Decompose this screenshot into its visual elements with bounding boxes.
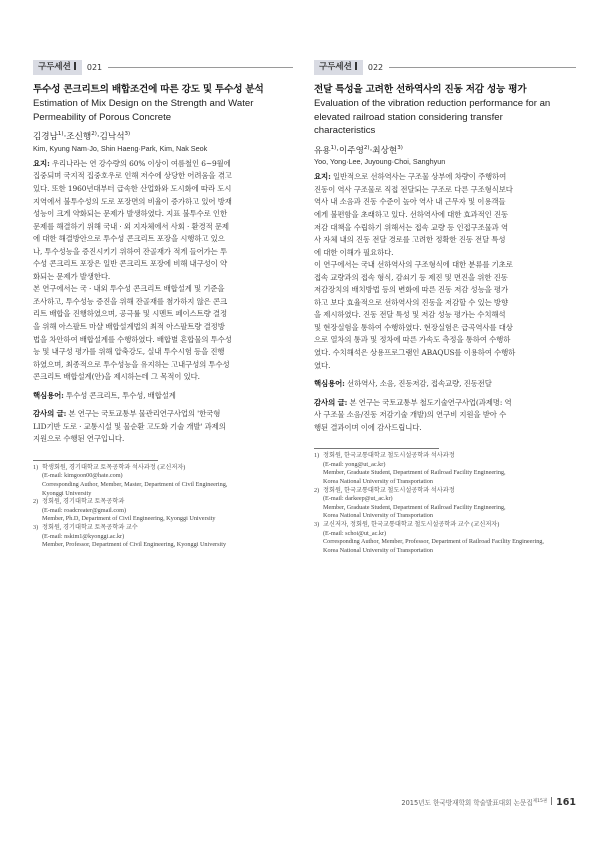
abstract-line: 진동이 역사 구조물로 직접 전달되는 구조로 다른 구조형식보다 (314, 184, 513, 194)
abstract-line: 였다. (314, 360, 331, 370)
right-article (314, 60, 576, 555)
author-name: ·최상현 (369, 145, 398, 156)
author-mark: 2) (363, 144, 370, 151)
ack-label: 감사의 글: (33, 409, 67, 419)
authors-korean (33, 128, 293, 143)
acknowledgement (314, 397, 576, 435)
ack-line (33, 408, 293, 421)
footnote-text: 학생회원, 경기대학교 토목공학과 석사과정 (교신저자) (42, 463, 186, 471)
footnote-text: 정회원, 한국교통대학교 철도시설공학과 석사과정 (323, 452, 455, 460)
author-name: 김경남 (33, 131, 58, 142)
authors-korean (314, 142, 576, 157)
footnote-number: 1) (33, 463, 39, 471)
abstract-line: 이 연구에서는 국내 선하역사의 구조형식에 대한 분류를 기초로 (314, 260, 513, 270)
title-english-line: Permeability of Porous Concrete (33, 111, 172, 123)
abstract-line: 에 대한 해결방안으로 투수성 콘크리트 포장을 시행하고 있으 (33, 234, 225, 244)
abstract-line: 하고 보다 효율적으로 선하역사의 진동을 저감할 수 있는 방향 (314, 297, 508, 307)
footnote-number: 1) (314, 452, 320, 460)
footnote-line (33, 498, 293, 507)
abstract-line: 리트 배합을 진행하였으며, 공극률 및 시멘트 페이스트량 결정 (33, 309, 227, 319)
abstract-line: 수성 콘크리트 포장은 일반 콘크리트 포장에 비해 내구성이 약 (33, 259, 227, 269)
footnote-text: 정회원, 경기대학교 토목공학과 교수 (42, 524, 138, 532)
abstract-line: 접속 교량과의 접속 형식, 감쇠기 등 제진 및 면진을 위한 진동 (314, 272, 508, 282)
footnote-line: (E-mail: roadcreater@gmail.com) (42, 506, 127, 514)
abstract-line: 였다. 수치해석은 상용프로그램인 ABAQUS를 이용하여 수행하 (314, 348, 516, 358)
author-name: ·이주영 (336, 145, 364, 156)
footnote-line: (E-mail: schoi@ut_ac.kr) (323, 529, 387, 537)
author-mark: 3) (397, 144, 403, 151)
footnote-line (33, 524, 293, 533)
abstract-label: 요지: (33, 158, 50, 168)
footnote-line: Korea National University of Transportation (323, 546, 433, 554)
footnote-line (314, 452, 576, 461)
abstract-line: 나, 투수성능을 증진시키기 위하여 잔골재가 적게 들어가는 투 (33, 246, 227, 256)
abstract-line: 을 위해 아스팔트 마샬 배합설계법의 최적 아스팔트량 결정방 (33, 321, 225, 331)
footnote-line (314, 487, 576, 496)
ack-text: 본 연구는 국토교통부 물관리연구사업의 '한국형 (66, 409, 221, 419)
footer-separator (551, 797, 552, 805)
footnote-line: (E-mail: darkeep@ut_ac.kr) (323, 495, 393, 503)
session-tag (314, 60, 363, 75)
session-tag-bar (74, 62, 76, 70)
keywords-text: 투수성 콘크리트, 투수성, 배합설계 (63, 390, 176, 400)
session-rule (389, 67, 576, 68)
author-name: ·조신행 (63, 131, 92, 142)
footnote-number: 2) (33, 498, 39, 506)
abstract-line (314, 171, 576, 184)
page-footer (401, 797, 576, 808)
abstract-text: 일반적으로 선하역사는 구조물 상부에 차량이 주행하여 (330, 172, 507, 182)
abstract-line: 에게 불편함을 초래하고 있다. 선하역사에 대한 효과적인 진동 (314, 210, 508, 219)
acknowledgement (33, 408, 293, 446)
footnotes (314, 452, 576, 555)
ack-line: 행된 결과이며 이에 감사드립니다. (314, 422, 422, 432)
abstract-label: 요지: (314, 172, 331, 182)
abstract-line: 조사하고, 투수성능 증진을 위해 잔골재를 첨가하지 않은 콘크 (33, 296, 227, 306)
footnote-number: 2) (314, 486, 320, 494)
title-korean: 투수성 콘크리트의 배합조건에 따른 강도 및 투수성 분석 (33, 84, 264, 95)
footnote-line: Korea National University of Transportation (323, 512, 433, 520)
abstract-line: 콘크리트 배합설계(안)을 제시하는데 그 목적이 있다. (33, 372, 200, 382)
footnote-line: Korea National University of Transportation (323, 478, 433, 486)
abstract-line: 하였으며, 최종적으로 투수성능을 유지하는 고내구성의 투수성 (33, 359, 230, 369)
abstract-line: 집중되며 국지적 집중호우로 인해 저수에 상당한 어려움을 겪고 (33, 171, 232, 181)
abstract-line: 저감장치의 배치방법 등의 변화에 따른 진동 저감 성능을 평가 (314, 285, 508, 295)
title-korean: 전달 특성을 고려한 선하역사의 진동 저감 성능 평가 (314, 84, 527, 95)
footer-volume: 제15권 (532, 798, 548, 804)
footnote-line: Member, Professor, Department of Civil Engineering, Kyonggi University (42, 541, 227, 549)
footnote-line: Corresponding Author, Member, Professor, Department of Railroad Facility Engineering, (323, 538, 544, 546)
abstract-line: 본 연구에서는 국 · 내외 투수성 콘크리트 배합설계 및 기준을 (33, 284, 225, 294)
title-english-line: characteristics (314, 125, 376, 136)
ack-text: 본 연구는 국토교통부 철도기술연구사업(과제명: 역 (347, 397, 512, 407)
footnote-line (314, 521, 576, 530)
footer-journal: 2015년도 한국방재학회 학술발표대회 논문집 (401, 799, 533, 807)
page-number: 161 (556, 797, 576, 808)
footnote-rule (314, 448, 439, 449)
abstract-line: 으로 열차의 통과 및 정차에 따른 가속도 측정을 통하여 수행하 (314, 335, 511, 345)
ack-line: 지원으로 수행된 연구입니다. (33, 434, 125, 444)
footnote-line: Member, Graduate Student, Department of Railroad Facility Engineering, (323, 469, 506, 477)
abstract-line (33, 158, 293, 171)
ack-line: LID기반 도로 · 교통시설 및 물순환 고도화 기술 개발' 과제의 (33, 421, 226, 431)
abstract (314, 171, 576, 372)
keywords-label: 핵심용어: (314, 379, 345, 389)
author-mark: 3) (124, 131, 131, 137)
footnote-line: Corresponding Author, Member, Master, Department of Civil Engineering, (42, 481, 228, 489)
footnote-line: Member, Ph.D, Department of Civil Engineering, Kyonggi University (42, 515, 216, 523)
abstract-line: 능 및 내구성 평가를 위해 압축강도, 실내 투수시험 등을 진행 (33, 347, 225, 357)
author-mark: 1) (57, 131, 64, 137)
abstract-line: 을 제시하였다. 진동 전달 특성 및 저감 성능 평가는 수치해석 (314, 310, 506, 320)
authors-english: Kim, Kyung Nam·Jo, Shin Haeng·Park, Kim, Nak Seok (33, 143, 208, 153)
keywords-label: 핵심용어: (33, 390, 64, 400)
footnote-number: 3) (33, 524, 39, 532)
abstract-line: 성능이 크게 약화되는 문제가 발생하였다. 지표 불투수로 인한 (33, 209, 227, 219)
session-rule (108, 67, 293, 68)
abstract-line: 저감 대책을 수립하기 위해서는 접속 교량 등 인접구조물과 역 (314, 222, 508, 232)
abstract-text: 우리나라는 연 강수량의 60% 이상이 여름철인 6~9월에 (49, 158, 231, 168)
author-mark: 2) (91, 131, 97, 137)
footnote-line (33, 464, 293, 473)
footnote-line: (E-mail: kimgoon00@hate.com) (42, 472, 123, 480)
footnote-text: 정회원, 경기대학교 토목공학과 (42, 498, 125, 506)
session-number: 022 (367, 63, 384, 72)
abstract-line: 있다. 또한 1960년대부터 급속한 산업화와 도시화에 따라 도시 (33, 183, 232, 193)
abstract-line: 에 대한 이해가 필요하다. (314, 247, 394, 257)
abstract-line: 역사 내 소음과 진동 수준이 높아 역사 내 근무자 및 이용객들 (314, 197, 506, 207)
author-mark: 1) (330, 144, 337, 151)
abstract-line: 문제를 해결하기 위해 국내 · 외 지자체에서 사회 · 환경적 문제 (33, 221, 229, 231)
footnote-number: 3) (314, 521, 320, 529)
abstract-line: 지역에서 불투수성의 도로 포장면의 비율이 증가하고 있어 방재 (33, 196, 232, 206)
footnote-line: Kyonggi University (42, 489, 92, 497)
footnote-rule (33, 460, 158, 461)
ack-line: 사 구조물 소음/진동 저감기술 개발)의 연구비 지원을 받아 수 (314, 410, 507, 420)
footnote-text: 정회원, 한국교통대학교 철도시설공학과 석사과정 (323, 486, 455, 494)
keywords (33, 390, 293, 403)
keywords (314, 378, 576, 391)
session-label: 구두세션 (38, 62, 71, 72)
ack-label: 감사의 글: (314, 397, 348, 407)
title-english-line: elevated railroad station considering transfer (314, 111, 503, 123)
footnote-line: Member, Graduate Student, Department of Railroad Facility Engineering, (323, 503, 506, 511)
footnote-text: 교신저자, 정회원, 한국교통대학교 철도시설공학과 교수 (교신저자) (323, 521, 500, 529)
footnote-line: (E-mail: nskim1@kyonggi.ac.kr) (42, 532, 125, 540)
abstract (33, 158, 293, 384)
footnotes (33, 464, 293, 550)
abstract-line: 화되는 문제가 발생한다. (33, 271, 111, 281)
title-english-line: Evaluation of the vibration reduction performance for an (314, 98, 551, 109)
abstract-line: 법을 차안하여 배합설계를 수행하였다. 배합별 혼합물의 투수성 (33, 334, 232, 344)
author-name: 유용 (314, 145, 331, 156)
abstract-line: 및 현장실험을 통하여 수행하였다. 현장실험은 급곡역사를 대상 (314, 322, 513, 332)
author-name: ·김낙석 (96, 131, 125, 142)
session-header (314, 60, 576, 75)
title-english-line: Estimation of Mix Design on the Strength and Water (33, 98, 254, 109)
left-article (33, 60, 293, 550)
ack-line (314, 397, 576, 410)
authors-english: Yoo, Yong·Lee, Juyoung·Choi, Sanghyun (314, 157, 446, 167)
session-tag (33, 60, 82, 75)
session-header (33, 60, 293, 75)
session-tag-bar (355, 62, 357, 70)
session-label: 구두세션 (319, 62, 352, 72)
footnote-line: (E-mail: yong@ut_ac.kr) (323, 460, 386, 468)
keywords-text: 선하역사, 소음, 진동저감, 접속교량, 진동전달 (344, 379, 492, 389)
abstract-line: 사 자체 내의 진동 전달 경로를 고려한 정확한 진동 전달 특성 (314, 235, 506, 245)
session-number: 021 (86, 63, 103, 72)
footer-text (401, 797, 547, 807)
